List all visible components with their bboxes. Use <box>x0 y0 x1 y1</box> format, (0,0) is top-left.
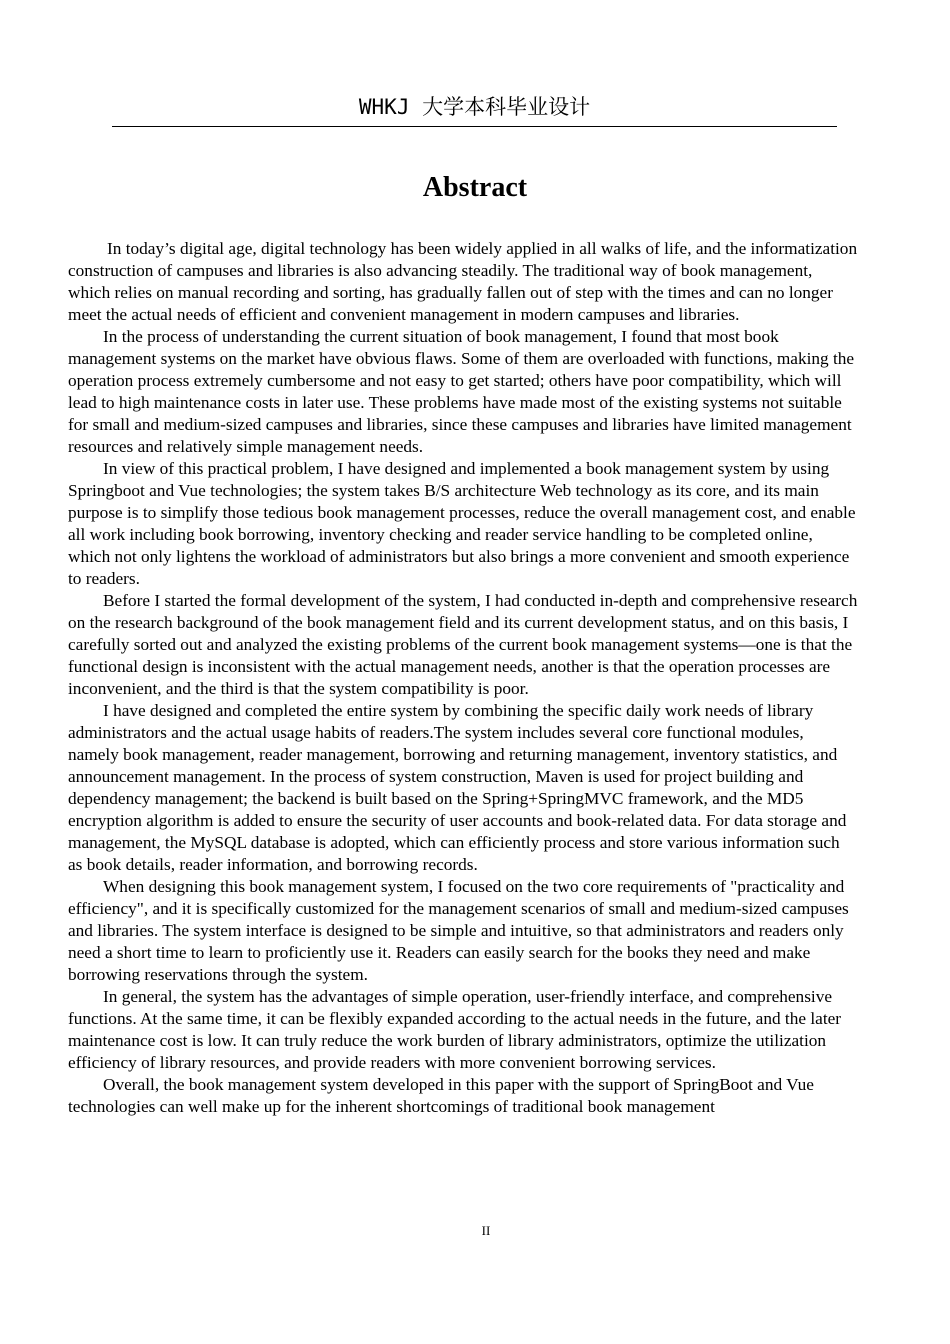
abstract-paragraph-3: In view of this practical problem, I have designed and implemented a book management system by using Springboot and Vue technologies; the system takes B/S architecture Web technology as its core, and its main purpose is to simplify those tedious book management processes, reduce the overall management cost, and enable all work including book borrowing, inventory checking and reader service handling to be completed online, which not only lightens the workload of administrators but also brings a more convenient and smooth experience to readers. <box>68 459 856 588</box>
header-divider <box>112 126 837 127</box>
page-header-title: WHKJ 大学本科毕业设计 <box>358 95 591 119</box>
page-number: II <box>481 1223 491 1238</box>
abstract-paragraph-6: When designing this book management system, I focused on the two core requirements of "practicality and efficiency", and it is specifically customized for the management scenarios of small and medium-sized campuses and libraries. The system interface is designed to be simple and intuitive, so that administrators and readers only need a short time to learn to proficiently use it. Readers can easily search for the books they need and make borrowing reservations through the system. <box>68 877 849 984</box>
abstract-paragraph-1: In today’s digital age, digital technology has been widely applied in all walks of life, and the informatization construction of campuses and libraries is also advancing steadily. The traditional way of book management, which relies on manual recording and sorting, has gradually fallen out of step with the times and can no longer meet the actual needs of efficient and convenient management in modern campuses and libraries. <box>68 239 858 324</box>
abstract-paragraph-4: Before I started the formal development of the system, I had conducted in-depth and comprehensive research on the research background of the book management field and its current development status, and on this basis, I carefully sorted out and analyzed the existing problems of the current book management systems—one is that the functional design is inconsistent with the actual management needs, another is that the operation processes are inconvenient, and the third is that the system compatibility is poor. <box>68 591 858 698</box>
abstract-body <box>68 238 858 1118</box>
abstract-paragraph-8: Overall, the book management system developed in this paper with the support of SpringBoot and Vue technologies can well make up for the inherent shortcomings of traditional book management <box>68 1075 814 1116</box>
abstract-paragraph-5: I have designed and completed the entire system by combining the specific daily work needs of library administrators and the actual usage habits of readers.The system includes several core functional modules, namely book management, reader management, borrowing and returning management, inventory statistics, and announcement management. In the process of system construction, Maven is used for project building and dependency management; the backend is built based on the Spring+SpringMVC framework, and the MD5 encryption algorithm is added to ensure the security of user accounts and book-related data. For data storage and management, the MySQL database is adopted, which can efficiently process and store various information such as book details, reader information, and borrowing records. <box>68 701 847 874</box>
abstract-paragraph-7: In general, the system has the advantages of simple operation, user-friendly interface, and comprehensive functions. At the same time, it can be flexibly expanded according to the actual needs in the future, and the later maintenance cost is low. It can truly reduce the work burden of library administrators, optimize the utilization efficiency of library resources, and provide readers with more convenient borrowing services. <box>68 987 842 1072</box>
abstract-paragraph-2: In the process of understanding the current situation of book management, I found that most book management systems on the market have obvious flaws. Some of them are overloaded with functions, making the operation process extremely cumbersome and not easy to get started; others have poor compatibility, which will lead to high maintenance costs in later use. These problems have made most of the existing systems not suitable for small and medium-sized campuses and libraries, since these campuses and libraries have limited management resources and relatively simple management needs. <box>68 327 855 456</box>
abstract-title: Abstract <box>422 172 528 203</box>
